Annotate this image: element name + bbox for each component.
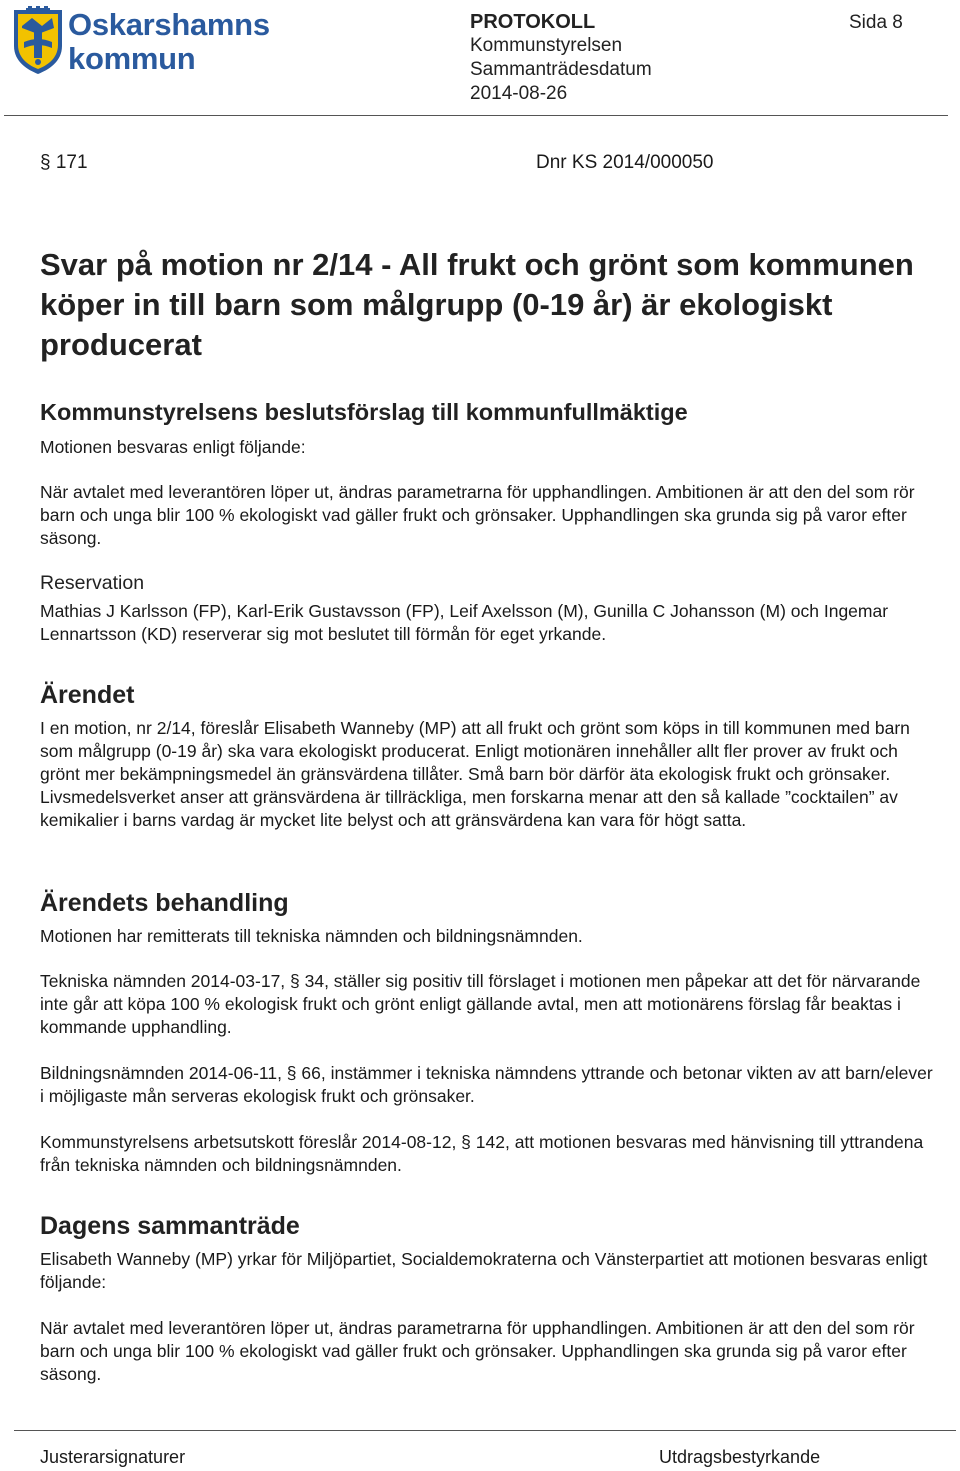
footer-certification-label: Utdragsbestyrkande (659, 1447, 821, 1467)
meeting-date: 2014-08-26 (470, 83, 568, 104)
matter-heading: Ärendet (40, 681, 135, 709)
footer-divider (14, 1430, 956, 1431)
logo-wordmark (68, 8, 270, 76)
document-type: PROTOKOLL (470, 11, 596, 33)
meeting-paragraph-1: Elisabeth Wanneby (MP) yrkar för Miljöpartiet, Socialdemokraterna och Vänsterpartiet att motionen besvaras enligt följande: (40, 1249, 928, 1292)
page-number: Sida 8 (849, 12, 903, 33)
proposal-text: När avtalet med leverantören löper ut, ändras parametrarna för upphandlingen. Ambitionen är att den del som rör barn och unga blir 100 % ekologiskt vad gäller frukt och grönsaker. Upphandlingen ska grunda sig på varor efter säsong. (40, 482, 915, 548)
reservation-heading: Reservation (40, 572, 145, 594)
handling-paragraph-3: Bildningsnämnden 2014-06-11, § 66, instämmer i tekniska nämndens yttrande och betonar vikten av att barn/elever i möjligaste mån serveras ekologisk frukt och grönsaker. (40, 1063, 933, 1106)
logo-line-2: kommun (68, 41, 196, 76)
proposal-intro: Motionen besvaras enligt följande: (40, 437, 306, 457)
reference-number: Dnr KS 2014/000050 (536, 152, 714, 173)
proposal-heading: Kommunstyrelsens beslutsförslag till kommunfullmäktige (40, 399, 688, 425)
reservation-text: Mathias J Karlsson (FP), Karl-Erik Gustavsson (FP), Leif Axelsson (M), Gunilla C Johansson (M) och Ingemar Lennartsson (KD) reserverar sig mot beslutet till förmån för eget yrkande. (40, 601, 889, 644)
logo-line-1: Oskarshamns (68, 7, 270, 42)
meeting-heading: Dagens sammanträde (40, 1212, 300, 1240)
handling-paragraph-2: Tekniska nämnden 2014-03-17, § 34, ställer sig positiv till förslaget i motionen men påpekar att det för närvarande inte går att köpa 100 % ekologisk frukt och grönt enligt gällande avtal, men att motionärens förslag får beaktas i kommande upphandling. (40, 971, 921, 1037)
page-title: Svar på motion nr 2/14 - All frukt och grönt som kommunen köper in till barn som målgrupp (0-19 år) är ekologiskt producerat (40, 247, 914, 362)
paragraph-number: § 171 (40, 152, 88, 173)
handling-paragraph-1: Motionen har remitterats till tekniska nämnden och bildningsnämnden. (40, 926, 583, 946)
footer-signatures-label: Justerarsignaturer (40, 1447, 186, 1467)
header-divider (4, 115, 948, 116)
date-label: Sammanträdesdatum (470, 59, 652, 80)
body-name: Kommunstyrelsen (470, 35, 623, 56)
matter-text: I en motion, nr 2/14, föreslår Elisabeth Wanneby (MP) att all frukt och grönt som köps in till kommunen med barn som målgrupp (0-19 år) ska vara ekologiskt producerat. Enligt motionären innehåller allt fler prover av frukt och grönt mer bekämpningsmedel än gränsvärdena tillåter. Små barn bör därför äta ekologisk frukt och grönsaker. Livsmedelsverket anser att gränsvärdena är tillräckliga, men forskarna menar att den så kallade ”cocktailen” av kemikalier i barns vardag är mycket lite belyst och att gränsvärdena kan vara för högt satta. (40, 718, 910, 830)
meeting-paragraph-2: När avtalet med leverantören löper ut, ändras parametrarna för upphandlingen. Ambitionen är att den del som rör barn och unga blir 100 % ekologiskt vad gäller frukt och grönsaker. Upphandlingen ska grunda sig på varor efter säsong. (40, 1318, 915, 1384)
handling-heading: Ärendets behandling (40, 889, 289, 917)
coat-of-arms-icon (12, 6, 64, 76)
header-info (470, 10, 652, 106)
handling-paragraph-4: Kommunstyrelsens arbetsutskott föreslår 2014-08-12, § 142, att motionen besvaras med hänvisning till yttrandena från tekniska nämnden och bildningsnämnden. (40, 1132, 924, 1175)
